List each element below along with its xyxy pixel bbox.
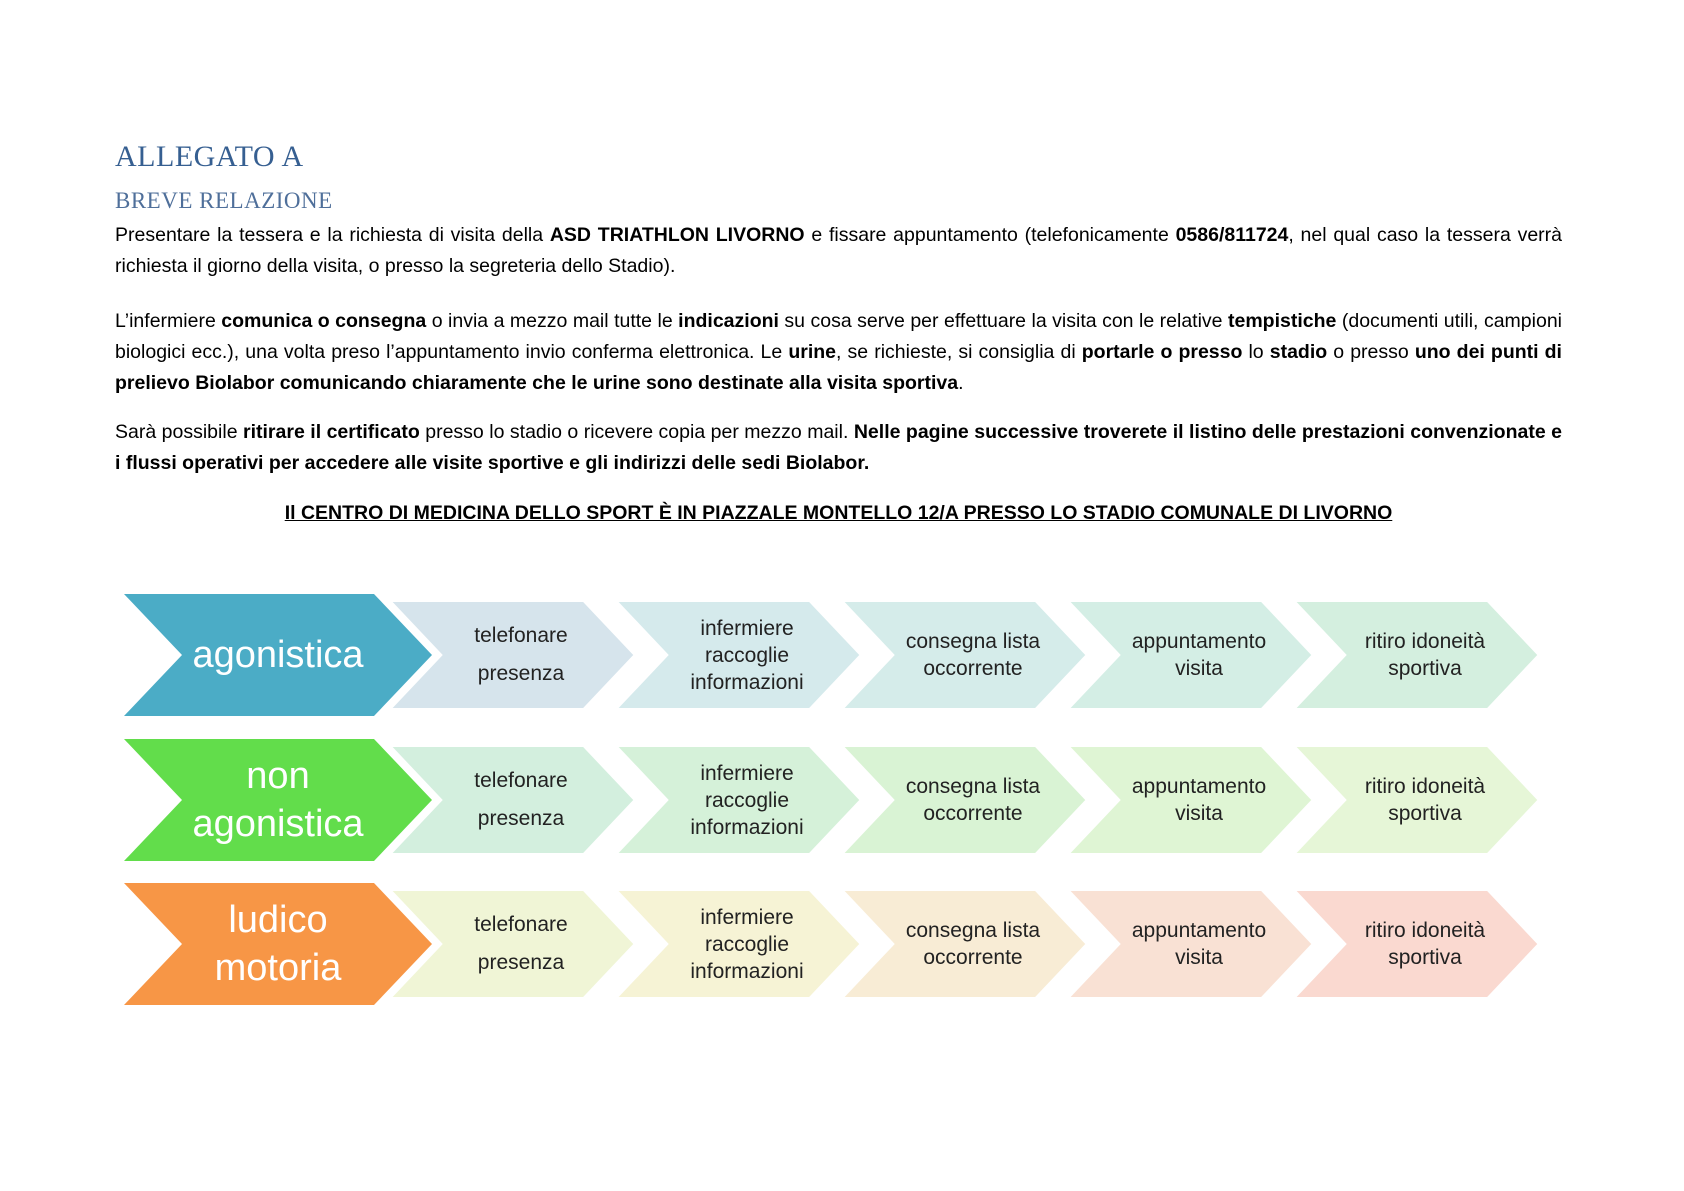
flow-step-label: consegna lista occorrente — [905, 630, 1041, 680]
flow-step-label: telefonare presenza — [474, 624, 568, 685]
flow-step-label: infermiere raccoglie informazioni — [690, 616, 804, 694]
flow-step-label: appuntamento visita — [1131, 630, 1267, 680]
text-run: o presso — [1327, 341, 1415, 363]
text-run: (documenti utili, campioni biologici ecc.), una volta preso l’appuntamento invio conferma elettronica. Le — [115, 310, 1562, 363]
document-title: ALLEGATO A — [115, 140, 304, 173]
flow-step-label: consegna lista occorrente — [905, 919, 1041, 969]
text-run: e fissare appuntamento (telefonicamente — [804, 224, 1176, 246]
flow-step-label: ritiro idoneità sportiva — [1364, 919, 1486, 969]
flow-head-label: ludico motoria — [214, 899, 342, 989]
document-subtitle: BREVE RELAZIONE — [115, 188, 333, 213]
text-run: stadio — [1269, 341, 1328, 363]
flow-step-label: infermiere raccoglie informazioni — [690, 761, 804, 839]
text-run: Presentare la tessera e la richiesta di visita della — [115, 224, 550, 246]
text-run: Nelle pagine successive troverete il listino delle prestazioni convenzionate e i flussi operativi per accedere alle visite sportive e gli indirizzi delle sedi Biolabor. — [115, 421, 1562, 474]
text-run: o invia a mezzo mail tutte le — [426, 310, 679, 332]
text-run: uno dei punti di prelievo Biolabor comunicando chiaramente che le urine sono destinate alla visita sportiva — [115, 341, 1562, 394]
flow-step-label: appuntamento visita — [1131, 919, 1267, 969]
text-run: indicazioni — [678, 310, 779, 332]
flow-step-label: consegna lista occorrente — [905, 775, 1041, 825]
text-run: . — [958, 372, 964, 394]
flow-step-label: telefonare presenza — [474, 769, 568, 830]
flow-step-label: telefonare presenza — [474, 913, 568, 974]
text-run: su cosa serve per effettuare la visita con le relative — [778, 310, 1228, 332]
text-run: , se richieste, si consiglia di — [836, 341, 1082, 363]
text-run: tempistiche — [1228, 310, 1337, 332]
text-run: urine — [788, 341, 837, 363]
text-run: portarle o presso — [1081, 341, 1243, 363]
text-run: ASD TRIATHLON LIVORNO — [549, 224, 805, 246]
flow-head-label: agonistica — [192, 634, 364, 676]
address-line: Il CENTRO DI MEDICINA DELLO SPORT È IN PIAZZALE MONTELLO 12/A PRESSO LO STADIO COMUNALE DI LIVORNO — [284, 502, 1393, 524]
text-run: , nel qual caso la tessera verrà richiesta il giorno della visita, o presso la segreteria dello Stadio). — [115, 224, 1563, 277]
text-run: lo — [1242, 341, 1270, 363]
text-run: L’infermiere — [115, 310, 222, 332]
flow-step-label: ritiro idoneità sportiva — [1364, 775, 1486, 825]
flow-step-label: appuntamento visita — [1131, 775, 1267, 825]
flow-step-label: ritiro idoneità sportiva — [1364, 630, 1486, 680]
text-run: 0586/811724 — [1175, 224, 1289, 246]
flow-step-label: infermiere raccoglie informazioni — [690, 905, 804, 983]
text-run: presso lo stadio o ricevere copia per mezzo mail. — [419, 421, 854, 443]
text-run: Sarà possibile — [115, 421, 244, 443]
text-run: comunica o consegna — [221, 310, 427, 332]
text-run: ritirare il certificato — [243, 421, 420, 443]
flow-head-label: non agonistica — [192, 755, 364, 845]
